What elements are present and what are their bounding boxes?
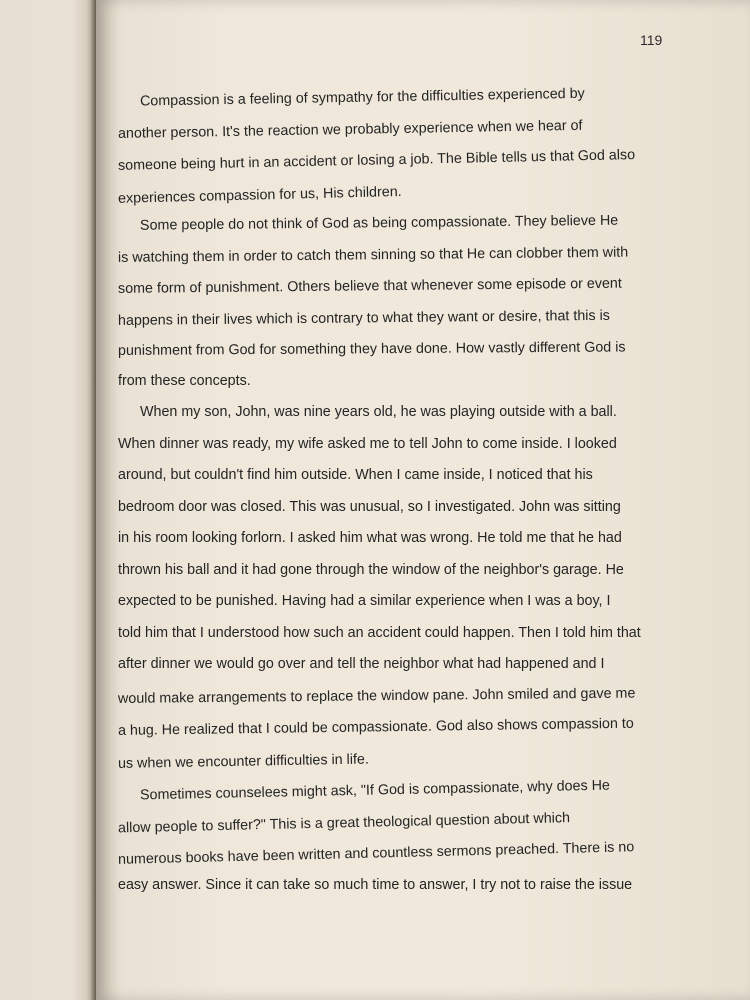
text-line: another person. It's the reaction we probably experience when we hear of (117, 117, 583, 142)
text-line: would make arrangements to replace the window pane. John smiled and gave me (117, 685, 636, 707)
text-line: Some people do not think of God as being compassionate. They believe He (139, 212, 619, 234)
text-line: Compassion is a feeling of sympathy for the difficulties experienced by (139, 85, 585, 110)
text-line: around, but couldn't find him outside. When I came inside, I noticed that his (118, 467, 593, 483)
left-page (0, 0, 96, 1000)
body-text (118, 82, 678, 901)
text-line: experiences compassion for us, His children. (117, 183, 402, 207)
text-line: allow people to suffer?" This is a great theological question about which (117, 809, 571, 836)
text-line: told him that I understood how such an accident could happen. Then I told him that (118, 624, 641, 641)
text-line: Sometimes counselees might ask, "If God is compassionate, why does He (139, 777, 611, 804)
text-line: us when we encounter difficulties in life. (117, 751, 370, 772)
text-line: someone being hurt in an accident or losing a job. The Bible tells us that God also (117, 147, 636, 174)
text-line: bedroom door was closed. This was unusual, so I investigated. John was sitting (118, 498, 621, 515)
text-line: When my son, John, was nine years old, he was playing outside with a ball. (140, 404, 617, 420)
text-line: thrown his ball and it had gone through the window of the neighbor's garage. He (118, 561, 624, 578)
text-line: expected to be punished. Having had a similar experience when I was a boy, I (118, 593, 611, 609)
text-line: from these concepts. (118, 372, 251, 389)
text-line: some form of punishment. Others believe that whenever some episode or event (117, 275, 622, 297)
text-line: after dinner we would go over and tell the neighbor what had happened and I (118, 656, 605, 672)
text-line: a hug. He realized that I could be compassionate. God also shows compassion to (117, 715, 634, 739)
page-number: 119 (640, 32, 663, 48)
text-line: happens in their lives which is contrary to what they want or desire, that this is (117, 307, 610, 329)
text-line: is watching them in order to catch them sinning so that He can clobber them with (117, 244, 629, 266)
text-line: easy answer. Since it can take so much time to answer, I try not to raise the issue (118, 876, 633, 893)
text-line: in his room looking forlorn. I asked him what was wrong. He told me that he had (118, 530, 622, 546)
text-line: numerous books have been written and countless sermons preached. There is no (117, 839, 635, 868)
text-line: punishment from God for something they have done. How vastly different God is (117, 339, 626, 359)
text-line: When dinner was ready, my wife asked me to tell John to come inside. I looked (118, 435, 617, 452)
